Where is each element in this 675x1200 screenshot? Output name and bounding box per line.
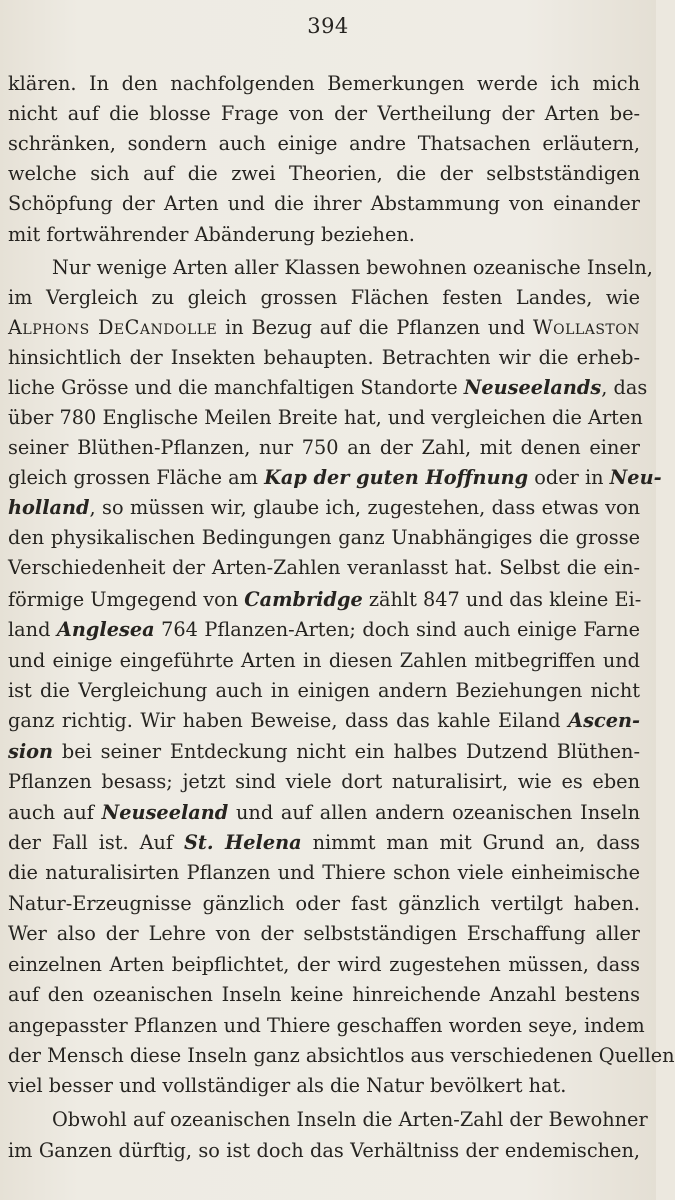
line-text: land (8, 618, 57, 641)
line-text: förmige Umgegend von (8, 588, 245, 611)
text-line (8, 797, 640, 829)
text-line (8, 827, 640, 859)
place-name: St. Helena (184, 831, 302, 854)
text-line (8, 128, 640, 160)
line-text: der Mensch diese Inseln ganz absichtlos aus verschiedenen Quellen (8, 1044, 675, 1067)
place-name: Neuseeland (101, 801, 229, 824)
line-text: Natur-Erzeugnisse gänzlich oder fast gänzlich vertilgt haben. (8, 892, 640, 915)
text-line (8, 372, 648, 404)
line-text: gleich grossen Fläche am (8, 466, 265, 489)
text-line (8, 614, 640, 646)
line-text: Schöpfung der Arten und die ihrer Abstammung von einander (8, 192, 640, 215)
line-text: liche Grösse und die manchfaltigen Standorte (8, 376, 464, 399)
line-text: ist die Vergleichung auch in einigen andern Beziehungen nicht (8, 679, 640, 702)
line-text: Nur wenige Arten aller Klassen bewohnen ozeanische Inseln, (52, 256, 653, 279)
line-text: der Fall ist. Auf (8, 831, 184, 854)
line-text: auch auf (8, 801, 102, 824)
line-text: über 780 Englische Meilen Breite hat, und vergleichen die Arten (8, 406, 643, 429)
place-name: Neu- (609, 466, 662, 489)
text-line (52, 252, 653, 284)
text-line (8, 402, 643, 434)
line-text: hinsichtlich der Insekten behaupten. Betrachten wir die erheb- (8, 346, 640, 369)
text-line (8, 584, 640, 616)
page-number: 394 (307, 14, 349, 38)
text-line (8, 1135, 640, 1167)
place-name: Neuseelands (463, 376, 602, 399)
line-text: angepasster Pflanzen und Thiere geschaffen worden seye, indem (8, 1014, 645, 1037)
text-line (8, 432, 640, 464)
text-line (8, 1040, 675, 1072)
text-line (8, 645, 640, 677)
text-line (8, 492, 640, 524)
text-line (8, 1010, 645, 1042)
line-text: klären. In den nachfolgenden Bemerkungen werde ich mich (8, 72, 640, 95)
place-name: Cambridge (244, 588, 363, 611)
line-text: 764 Pflanzen-Arten; doch sind auch einige Farne (154, 618, 640, 641)
text-line (8, 158, 640, 190)
line-text: schränken, sondern auch einige andre Thatsachen erläutern, (8, 132, 640, 155)
text-line (8, 462, 662, 494)
place-name: Ascen- (568, 709, 640, 732)
line-text: , so müssen wir, glaube ich, zugestehen, dass etwas von (89, 496, 640, 519)
line-text: bei seiner Entdeckung nicht ein halbes Dutzend Blüthen- (53, 740, 640, 763)
text-line (8, 68, 640, 100)
line-text: nimmt man mit Grund an, dass (301, 831, 640, 854)
text-line (8, 98, 640, 130)
text-line (8, 857, 640, 889)
line-text: im Vergleich zu gleich grossen Flächen festen Landes, wie (8, 286, 640, 309)
place-name: sion (8, 740, 54, 763)
line-text: in Bezug auf die Pflanzen und (217, 316, 533, 339)
text-line (8, 552, 640, 584)
line-text: viel besser und vollständiger als die Natur bevölkert hat. (8, 1074, 567, 1097)
place-name: Anglesea (56, 618, 155, 641)
text-line (8, 342, 640, 374)
line-text: im Ganzen dürftig, so ist doch das Verhältniss der endemischen, (8, 1139, 640, 1162)
text-line (8, 282, 640, 314)
text-line (8, 979, 640, 1011)
text-line (8, 949, 640, 981)
text-line (8, 736, 640, 768)
line-text: den physikalischen Bedingungen ganz Unabhängiges die grosse (8, 526, 640, 549)
author-name: Alphons DeCandolle (8, 316, 218, 339)
line-text: seiner Blüthen-Pflanzen, nur 750 an der Zahl, mit denen einer (8, 436, 640, 459)
line-text: Pflanzen besass; jetzt sind viele dort naturalisirt, wie es eben (8, 770, 640, 793)
line-text: oder in (528, 466, 610, 489)
text-line (8, 705, 640, 737)
text-line (8, 219, 640, 251)
line-text: zählt 847 und das kleine Ei- (362, 588, 642, 611)
text-line (8, 188, 640, 220)
line-text: Wer also der Lehre von der selbstständigen Erschaffung aller (8, 922, 640, 945)
text-line (52, 1104, 648, 1136)
line-text: die naturalisirten Pflanzen und Thiere schon viele einheimische (8, 861, 640, 884)
line-text: ganz richtig. Wir haben Beweise, dass das kahle Eiland (8, 709, 569, 732)
text-line (8, 312, 640, 344)
text-line (8, 1070, 640, 1102)
line-text: , das (601, 376, 648, 399)
text-line (8, 522, 640, 554)
text-line (8, 888, 640, 920)
author-name: Wollaston (532, 316, 640, 339)
text-line (8, 675, 640, 707)
line-text: Obwohl auf ozeanischen Inseln die Arten-Zahl der Bewohner (52, 1108, 648, 1131)
text-line (8, 766, 640, 798)
line-text: und auf allen andern ozeanischen Inseln (228, 801, 640, 824)
line-text: Verschiedenheit der Arten-Zahlen veranlasst hat. Selbst die ein- (8, 556, 640, 579)
line-text: einzelnen Arten beipflichtet, der wird zugestehen müssen, dass (8, 953, 640, 976)
line-text: auf den ozeanischen Inseln keine hinreichende Anzahl bestens (8, 983, 640, 1006)
text-line (8, 918, 640, 950)
place-name: Kap der guten Hoffnung (264, 466, 529, 489)
place-name: holland (8, 496, 90, 519)
line-text: nicht auf die blosse Frage von der Vertheilung der Arten be- (8, 102, 640, 125)
line-text: und einige eingeführte Arten in diesen Zahlen mitbegriffen und (8, 649, 640, 672)
line-text: welche sich auf die zwei Theorien, die der selbstständigen (8, 162, 640, 185)
line-text: mit fortwährender Abänderung beziehen. (8, 223, 415, 246)
